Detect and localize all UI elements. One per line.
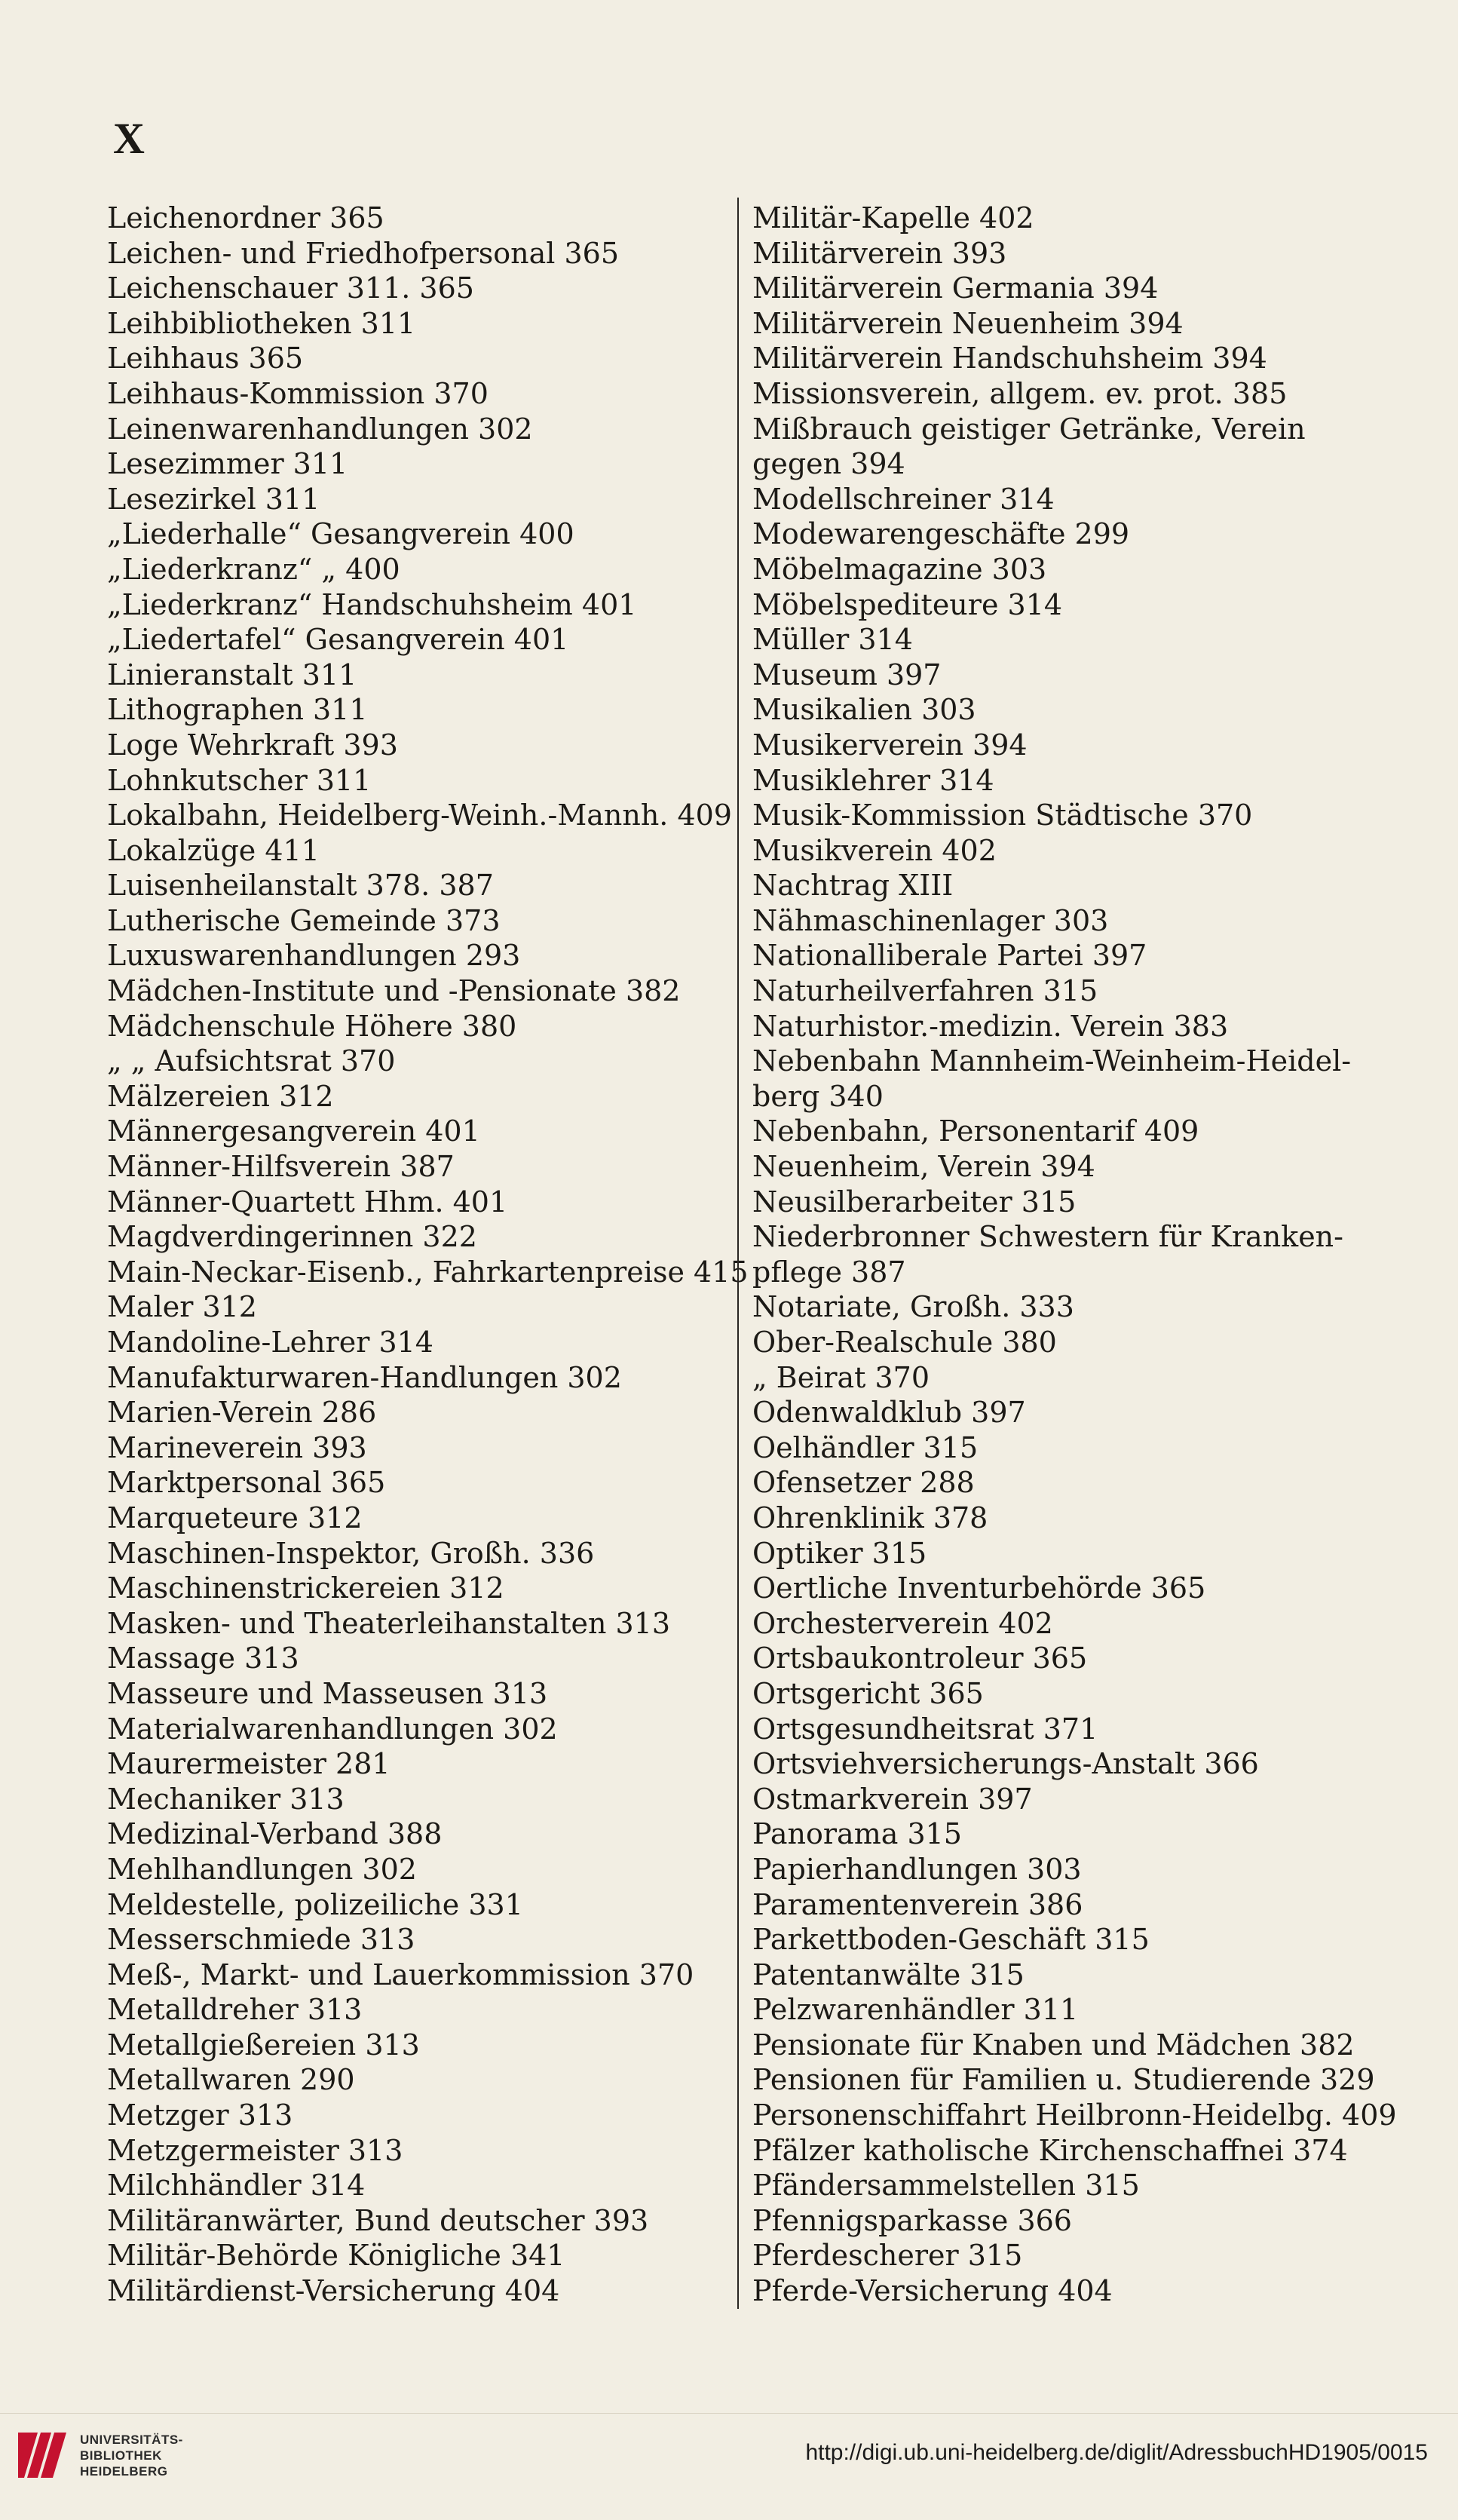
index-entry: Meldestelle, polizeiliche 331: [107, 1887, 523, 1921]
index-entry: Metalldreher 313: [107, 1993, 363, 2027]
index-entry: Ober-Realschule 380: [752, 1326, 1057, 1359]
index-entry: Optiker 315: [752, 1536, 927, 1570]
index-entry: Metzger 313: [107, 2098, 293, 2132]
index-entry: Orchesterverein 402: [752, 1606, 1053, 1640]
index-entry: Möbelmagazine 303: [752, 552, 1047, 586]
index-entry: Lohnkutscher 311: [107, 763, 372, 797]
index-entry: berg 340: [752, 1079, 884, 1113]
index-entry: Modellschreiner 314: [752, 482, 1055, 516]
index-entry: Männer-Hilfsverein 387: [107, 1150, 455, 1184]
index-entry: Niederbronner Schwestern für Kranken-: [752, 1220, 1343, 1254]
index-entry: Ortsbaukontroleur 365: [752, 1642, 1088, 1675]
index-entry: Main-Neckar-Eisenb., Fahrkartenpreise 415: [107, 1255, 749, 1289]
index-entry: Notariate, Großh. 333: [752, 1290, 1074, 1324]
index-entry: Marktpersonal 365: [107, 1466, 386, 1500]
index-entry: Leichenschauer 311. 365: [107, 271, 474, 305]
index-column-right: [752, 201, 1397, 2309]
index-entry: Pfennigsparkasse 366: [752, 2203, 1072, 2237]
index-entry: Milchhändler 314: [107, 2169, 366, 2203]
index-entry: Musikverein 402: [752, 833, 997, 867]
library-logo[interactable]: [15, 2428, 183, 2482]
index-entry: Metallgießereien 313: [107, 2028, 420, 2062]
index-entry: Luisenheilanstalt 378. 387: [107, 869, 494, 903]
index-entry: Ohrenklinik 378: [752, 1501, 988, 1534]
index-entry: Ortsgericht 365: [752, 1676, 984, 1710]
index-entry: Militärverein Germania 394: [752, 271, 1159, 305]
index-entry: Lesezirkel 311: [107, 482, 320, 516]
index-entry: Massage 313: [107, 1642, 299, 1675]
index-entry: Leichen- und Friedhofpersonal 365: [107, 236, 620, 270]
index-entry: Materialwarenhandlungen 302: [107, 1712, 558, 1746]
index-entry: Mehlhandlungen 302: [107, 1852, 417, 1886]
index-entry: Oelhändler 315: [752, 1430, 979, 1464]
index-entry: Pfälzer katholische Kirchenschaffnei 374: [752, 2133, 1348, 2167]
column-divider: [737, 198, 739, 2309]
index-column-left: [107, 201, 749, 2309]
index-entry: „Liederkranz“ Handschuhsheim 401: [107, 587, 637, 621]
index-entry: Müller 314: [752, 623, 913, 657]
index-entry: Nähmaschinenlager 303: [752, 903, 1109, 937]
index-entry: „Liedertafel“ Gesangverein 401: [107, 623, 569, 657]
index-entry: Masseure und Masseusen 313: [107, 1676, 548, 1710]
index-entry: „Liederhalle“ Gesangverein 400: [107, 517, 574, 551]
index-entry: Paramentenverein 386: [752, 1887, 1083, 1921]
index-entry: Leichenordner 365: [107, 201, 384, 235]
index-entry: Neusilberarbeiter 315: [752, 1185, 1077, 1219]
index-entry: Marien-Verein 286: [107, 1396, 377, 1430]
index-entry: Modewarengeschäfte 299: [752, 517, 1130, 551]
index-entry: Manufakturwaren-Handlungen 302: [107, 1360, 622, 1394]
index-entry: Lokalzüge 411: [107, 833, 320, 867]
index-entry: Mälzereien 312: [107, 1079, 334, 1113]
index-entry: Panorama 315: [752, 1817, 962, 1851]
index-entry: Mandoline-Lehrer 314: [107, 1326, 433, 1359]
footer-divider: [0, 2413, 1458, 2414]
index-entry: Magdverdingerinnen 322: [107, 1220, 477, 1254]
index-entry: Leihhaus-Kommission 370: [107, 376, 489, 410]
library-logo-text: [80, 2432, 183, 2479]
index-entry: Masken- und Theaterleihanstalten 313: [107, 1606, 671, 1640]
index-entry: Männergesangverein 401: [107, 1114, 480, 1148]
index-entry: Leinenwarenhandlungen 302: [107, 412, 533, 446]
index-entry: Ostmarkverein 397: [752, 1782, 1033, 1816]
page-number: X: [113, 114, 145, 163]
index-entry: Nebenbahn Mannheim-Weinheim-Heidel-: [752, 1044, 1352, 1078]
index-entry: „ „ Aufsichtsrat 370: [107, 1044, 396, 1078]
index-entry: Metzgermeister 313: [107, 2133, 403, 2167]
index-entry: Nebenbahn, Personentarif 409: [752, 1114, 1199, 1148]
index-entry: Militärverein Neuenheim 394: [752, 306, 1184, 340]
index-entry: gegen 394: [752, 447, 905, 481]
index-entry: Maler 312: [107, 1290, 257, 1324]
index-entry: Maschinenstrickereien 312: [107, 1571, 504, 1605]
index-entry: Pfändersammelstellen 315: [752, 2169, 1140, 2203]
index-entry: Musikerverein 394: [752, 728, 1028, 762]
index-entry: Musikalien 303: [752, 693, 976, 727]
index-entry: Marineverein 393: [107, 1430, 367, 1464]
index-entry: Oertliche Inventurbehörde 365: [752, 1571, 1206, 1605]
index-entry: Papierhandlungen 303: [752, 1852, 1082, 1886]
index-entry: Naturhistor.-medizin. Verein 383: [752, 1009, 1229, 1043]
index-entry: „ Beirat 370: [752, 1360, 930, 1394]
index-entry: Musik-Kommission Städtische 370: [752, 799, 1253, 832]
index-entry: Linieranstalt 311: [107, 658, 357, 691]
index-entry: Loge Wehrkraft 393: [107, 728, 398, 762]
index-entry: pflege 387: [752, 1255, 906, 1289]
index-entry: Leihbibliotheken 311: [107, 306, 416, 340]
index-entry: Mädchenschule Höhere 380: [107, 1009, 517, 1043]
index-entry: Militärverein Handschuhsheim 394: [752, 342, 1267, 376]
index-entry: Luxuswarenhandlungen 293: [107, 939, 521, 973]
index-entry: Medizinal-Verband 388: [107, 1817, 443, 1851]
index-entry: Maurermeister 281: [107, 1747, 391, 1781]
index-entry: Militär-Kapelle 402: [752, 201, 1034, 235]
index-entry: Lokalbahn, Heidelberg-Weinh.-Mannh. 409: [107, 799, 732, 832]
index-entry: Personenschiffahrt Heilbronn-Heidelbg. 409: [752, 2098, 1397, 2132]
index-entry: Musiklehrer 314: [752, 763, 994, 797]
logo-line: UNIVERSITÄTS-: [80, 2432, 183, 2447]
index-entry: Ortsgesundheitsrat 371: [752, 1712, 1098, 1746]
index-entry: Nationalliberale Partei 397: [752, 939, 1147, 973]
index-entry: Militäranwärter, Bund deutscher 393: [107, 2203, 649, 2237]
index-entry: Nachtrag XIII: [752, 869, 954, 903]
index-entry: Leihhaus 365: [107, 342, 304, 376]
index-entry: Marqueteure 312: [107, 1501, 363, 1534]
index-entry: Pensionen für Familien u. Studierende 329: [752, 2063, 1375, 2097]
index-entry: Pferde-Versicherung 404: [752, 2274, 1113, 2308]
index-entry: „Liederkranz“ „ 400: [107, 552, 400, 586]
index-entry: Ofensetzer 288: [752, 1466, 975, 1500]
index-entry: Patentanwälte 315: [752, 1957, 1025, 1991]
index-entry: Metallwaren 290: [107, 2063, 355, 2097]
index-entry: Mißbrauch geistiger Getränke, Verein: [752, 412, 1306, 446]
index-entry: Pelzwarenhändler 311: [752, 1993, 1079, 2027]
logo-line: HEIDELBERG: [80, 2463, 168, 2479]
index-entry: Messerschmiede 313: [107, 1923, 415, 1957]
logo-line: BIBLIOTHEK: [80, 2448, 162, 2463]
index-entry: Odenwaldklub 397: [752, 1396, 1026, 1430]
index-entry: Ortsviehversicherungs-Anstalt 366: [752, 1747, 1259, 1781]
index-entry: Militärverein 393: [752, 236, 1007, 270]
index-entry: Möbelspediteure 314: [752, 587, 1063, 621]
index-entry: Militär-Behörde Königliche 341: [107, 2239, 565, 2273]
index-entry: Mechaniker 313: [107, 1782, 345, 1816]
index-entry: Parkettboden-Geschäft 315: [752, 1923, 1150, 1957]
index-entry: Lithographen 311: [107, 693, 368, 727]
index-entry: Mädchen-Institute und -Pensionate 382: [107, 974, 681, 1008]
index-entry: Maschinen-Inspektor, Großh. 336: [107, 1536, 595, 1570]
index-entry: Militärdienst-Versicherung 404: [107, 2274, 560, 2308]
index-entry: Lutherische Gemeinde 373: [107, 903, 501, 937]
index-entry: Neuenheim, Verein 394: [752, 1150, 1095, 1184]
index-entry: Männer-Quartett Hhm. 401: [107, 1185, 508, 1219]
index-entry: Pensionate für Knaben und Mädchen 382: [752, 2028, 1355, 2062]
index-entry: Lesezimmer 311: [107, 447, 348, 481]
index-entry: Museum 397: [752, 658, 942, 691]
index-entry: Meß-, Markt- und Lauerkommission 370: [107, 1957, 694, 1991]
index-entry: Pferdescherer 315: [752, 2239, 1023, 2273]
library-logo-icon: [15, 2428, 69, 2482]
index-entry: Missionsverein, allgem. ev. prot. 385: [752, 376, 1288, 410]
source-url-link[interactable]: http://digi.ub.uni-heidelberg.de/diglit/AdressbuchHD1905/0015: [805, 2440, 1428, 2465]
index-entry: Naturheilverfahren 315: [752, 974, 1098, 1008]
